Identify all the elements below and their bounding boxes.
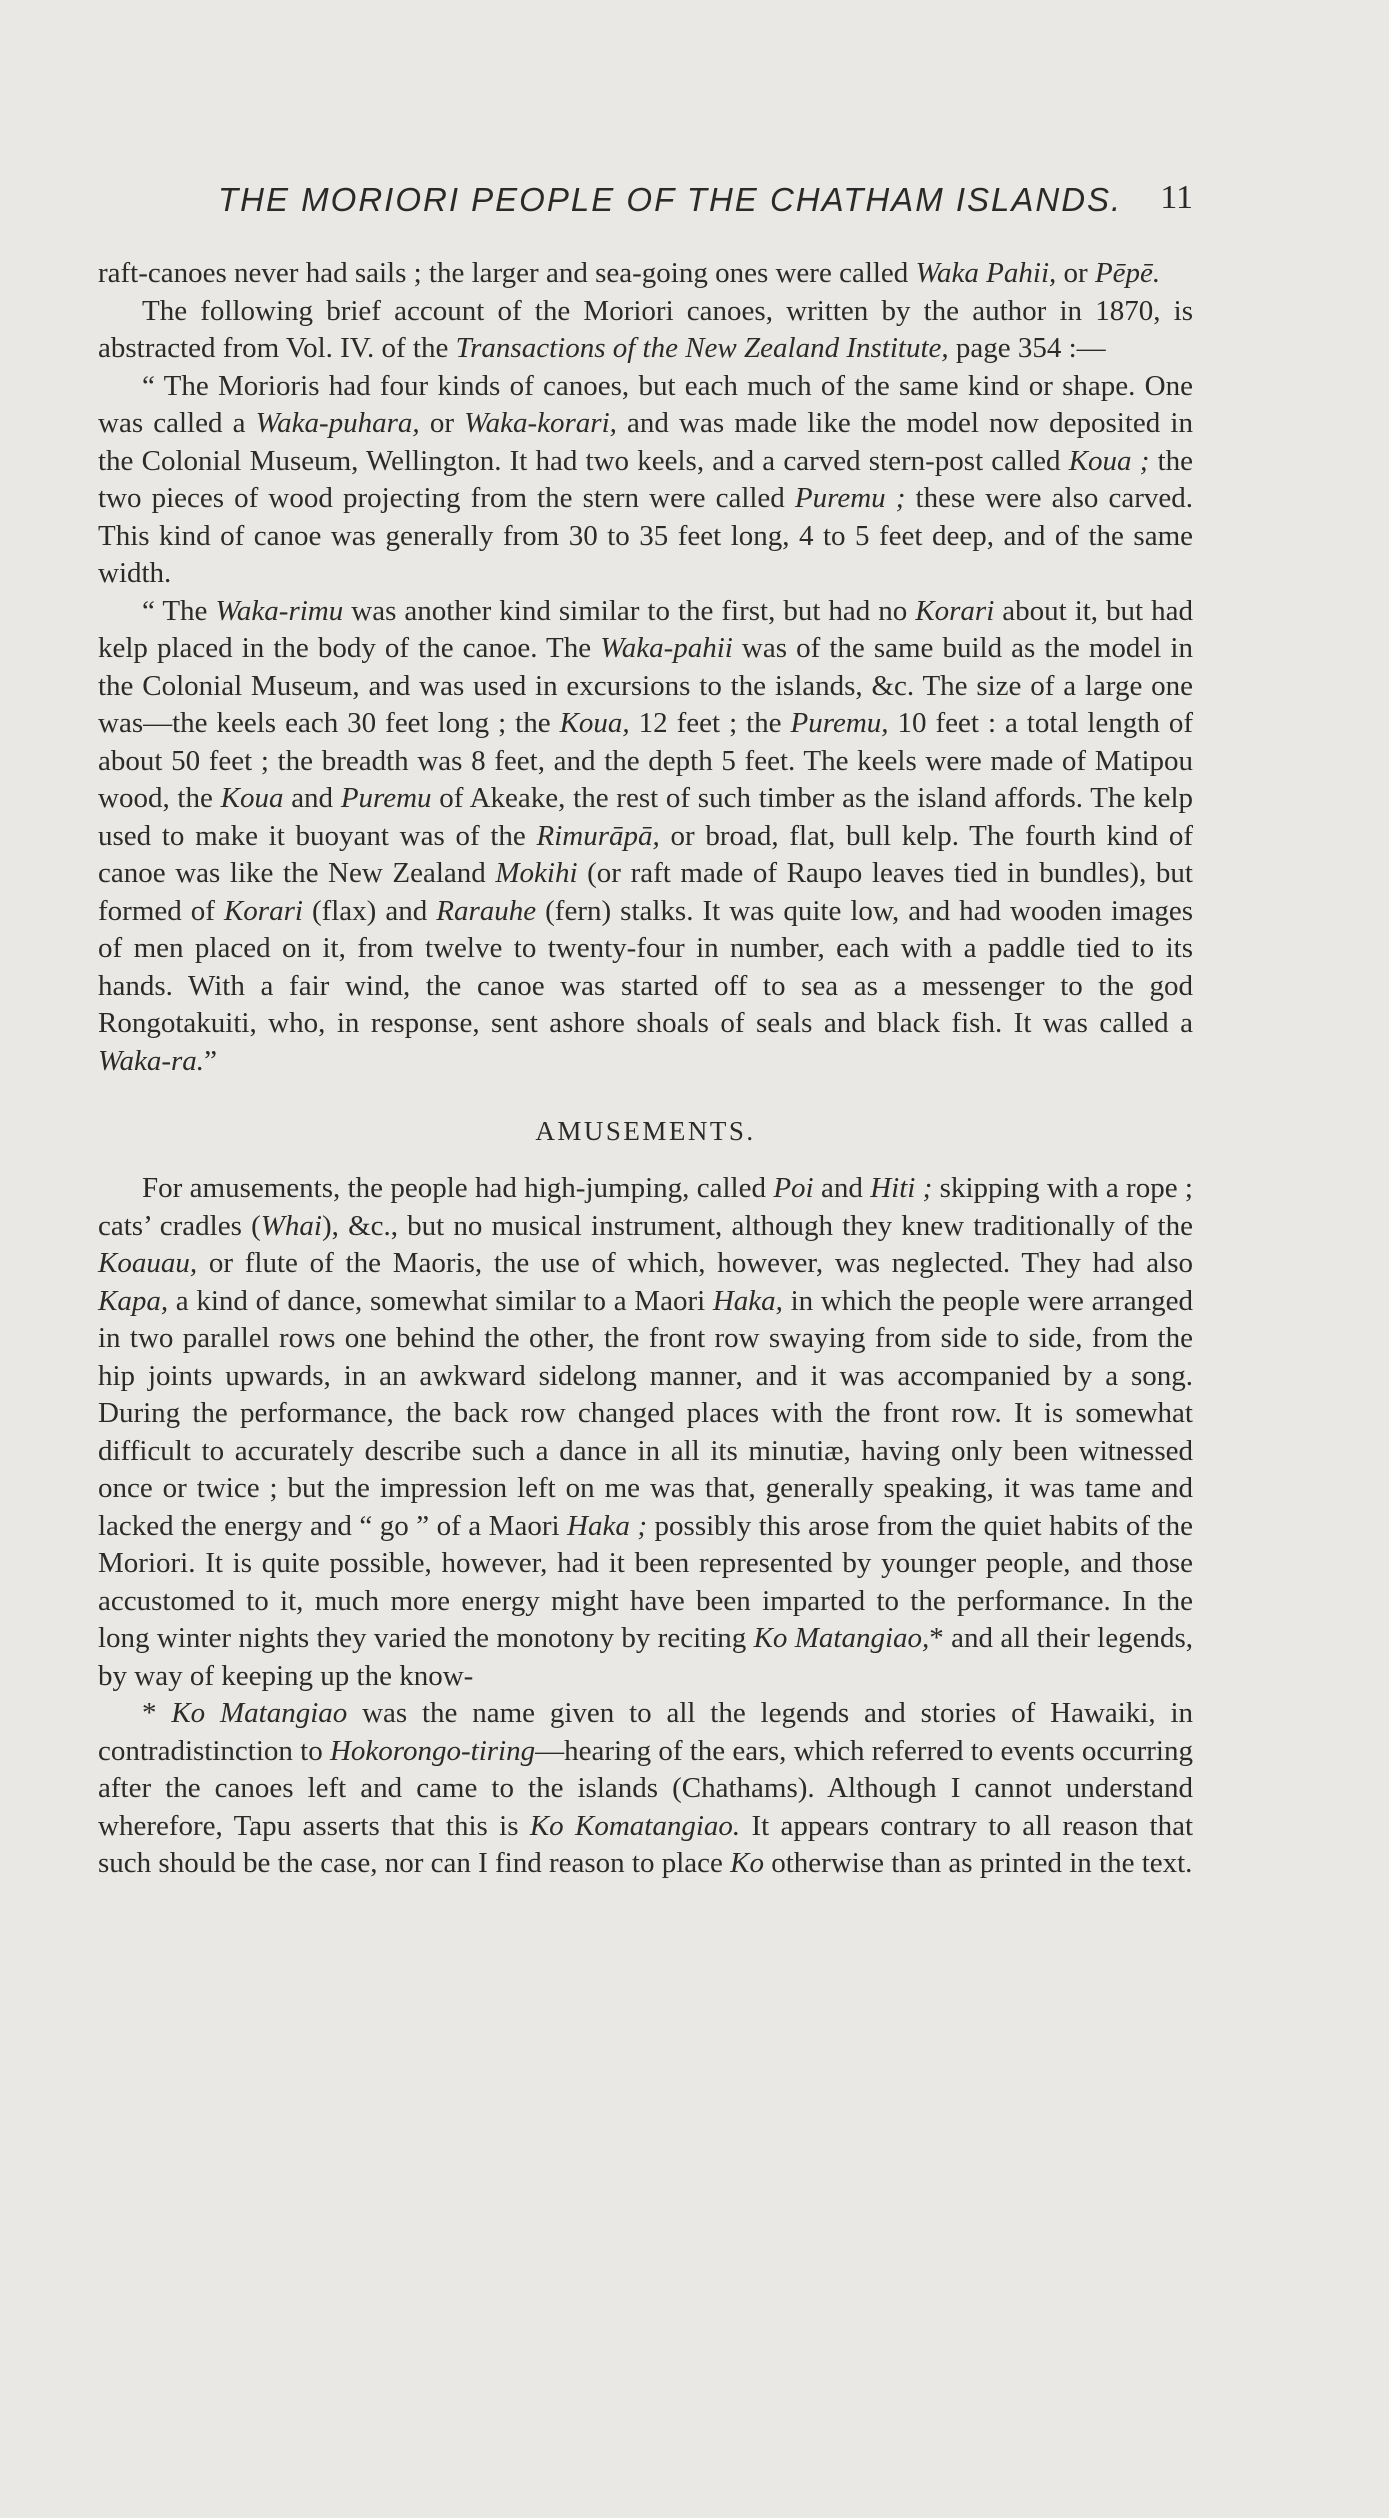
text-run: the two pieces of wood projecting from the stern were called	[98, 444, 1193, 514]
paragraph-four-kinds	[98, 368, 1193, 593]
text-run: skipping with a rope ; cats’ cradles (	[98, 1172, 1193, 1242]
text-run: and was made like the model now deposited in the Colonial Museum, Wellington. It had two keels, and a carved stern-post called	[98, 407, 1193, 477]
italic-term: Koua ;	[1068, 444, 1150, 477]
italic-term: Mokihi	[495, 857, 578, 889]
italic-term: Ko Matangiao	[171, 1697, 348, 1729]
italic-term: Koua	[220, 782, 284, 814]
paragraph-waka-rimu	[98, 593, 1193, 1081]
text-run: The following brief account of the Moriori canoes, written by the author in 1870, is abstracted from Vol. IV. of the	[98, 294, 1193, 364]
text-run: or broad, flat, bull kelp. The fourth kind of canoe was like the New Zealand	[98, 819, 1193, 889]
text-run: It appears contrary to all reason that such should be the case, nor can I find reason to place	[98, 1809, 1194, 1879]
text-run: was another kind similar to the first, but had no	[343, 594, 916, 627]
text-run: page 354 :—	[948, 332, 1106, 364]
text-run: (fern) stalks. It was quite low, and had wooden images of men placed on it, from twelve to twenty-four in number, each with a paddle tied to its hands. With a fair wind, the canoe was started off to sea as a messenger to the god Rongotakuiti, who, in response, sent ashore shoals of seals and black fish. It was called a	[98, 894, 1193, 1039]
italic-term: Waka-rimu	[215, 594, 344, 627]
running-title: THE MORIORI PEOPLE OF THE CHATHAM ISLANDS.	[218, 181, 1123, 218]
paragraph-account-intro	[98, 293, 1193, 368]
italic-term: Ko Matangiao,	[753, 1622, 930, 1654]
italic-term: Waka-puhara,	[255, 407, 420, 439]
italic-term: Haka ;	[567, 1509, 648, 1542]
italic-term: Koua,	[559, 707, 630, 739]
text-run: (or raft made of Raupo leaves tied in bundles), but formed of	[98, 857, 1193, 927]
italic-term: Ko	[730, 1847, 764, 1879]
text-run: and	[813, 1172, 871, 1204]
italic-term: Puremu	[340, 782, 432, 814]
text-run: * and all their legends, by way of keeping up the know-	[98, 1622, 1193, 1692]
book-page	[98, 175, 1193, 1883]
italic-term: Poi	[773, 1172, 814, 1204]
italic-term: Puremu ;	[794, 482, 906, 514]
text-run: ), &c., but no musical instrument, although they knew traditionally of the	[321, 1209, 1193, 1242]
text-run: ”	[204, 1044, 217, 1077]
text-run: raft-canoes never had sails ; the larger and sea-going ones were called	[98, 257, 916, 289]
italic-term: Waka-ra.	[98, 1044, 205, 1077]
italic-term: Ko Komatangiao.	[529, 1809, 741, 1842]
italic-term: Puremu,	[790, 707, 889, 739]
footnote	[98, 1695, 1193, 1883]
italic-term: Waka-pahii	[600, 632, 733, 664]
italic-term: Waka-korari,	[464, 407, 617, 439]
paragraph-canoe-sails	[98, 255, 1193, 293]
italic-term: Rimurāpā,	[536, 819, 660, 852]
text-run: these were also carved. This kind of canoe was generally from 30 to 35 feet long, 4 to 5 feet deep, and of the same width.	[98, 482, 1193, 589]
text-run: was the name given to all the legends and stories of Hawaiki, in contradistinction to	[98, 1697, 1194, 1767]
text-run: *	[142, 1697, 172, 1729]
text-run: otherwise than as printed in the text.	[763, 1847, 1193, 1879]
page-number: 11	[1160, 179, 1193, 216]
italic-term: Kapa,	[98, 1284, 169, 1317]
italic-term: Koauau,	[98, 1247, 198, 1279]
italic-term: Transactions of the New Zealand Institute,	[455, 332, 949, 364]
italic-term: Hiti ;	[870, 1172, 933, 1204]
text-run: 12 feet ; the	[629, 707, 791, 739]
section-heading-amusements: AMUSEMENTS.	[535, 1116, 756, 1146]
text-run: or	[419, 407, 465, 439]
italic-term: Whai	[260, 1209, 322, 1242]
text-run: was of the same build as the model in the Colonial Museum, and was used in excursions to the islands, &c. The size of a large one was—the keels each 30 feet long ; the	[98, 632, 1193, 739]
italic-term: Korari	[223, 894, 303, 927]
text-run: For amusements, the people had high-jumping, called	[142, 1172, 774, 1204]
italic-term: Haka,	[712, 1284, 783, 1317]
text-run: and	[283, 782, 341, 814]
italic-term: Rarauhe	[436, 894, 537, 927]
italic-term: Korari	[915, 594, 995, 627]
text-run: “ The	[142, 594, 216, 627]
text-run: of Akeake, the rest of such timber as the island affords. The kelp used to make it buoyant was of the	[98, 782, 1194, 852]
text-run: “ The Morioris had four kinds of canoes, but each much of the same kind or shape. One was called a	[98, 369, 1193, 439]
paragraph-amusements	[98, 1170, 1193, 1695]
text-run: —hearing of the ears, which referred to events occurring after the canoes left and came to the islands (Chathams). Although I cannot understand wherefore, Tapu asserts that this is	[98, 1734, 1193, 1842]
italic-term: Waka Pahii,	[915, 257, 1057, 289]
text-run: about it, but had kelp placed in the body of the canoe. The	[98, 594, 1193, 664]
text-run: 10 feet : a total length of about 50 feet ; the breadth was 8 feet, and the depth 5 feet. The keels were made of Matipou wood, the	[98, 707, 1193, 814]
text-run: a kind of dance, somewhat similar to a Maori	[168, 1284, 713, 1317]
body-text	[98, 255, 1193, 1883]
text-run: in which the people were arranged in two parallel rows one behind the other, the front row swaying from side to side, from the hip joints upwards, in an awkward sidelong manner, and it was accompanied by a song. During the performance, the back row changed places with the front row. It is somewhat difficult to accurately describe such a dance in all its minutiæ, having only been witnessed once or twice ; but the impression left on me was that, generally speaking, it was tame and lacked the energy and “ go ” of a Maori	[98, 1284, 1193, 1542]
running-head	[98, 175, 1193, 225]
italic-term: Pēpē.	[1094, 257, 1161, 289]
text-run: (flax) and	[302, 894, 437, 927]
text-run: or flute of the Maoris, the use of which, however, was neglected. They had also	[197, 1247, 1193, 1279]
text-run: possibly this arose from the quiet habits of the Moriori. It is quite possible, however, had it been represented by younger people, and those accustomed to it, much more energy might have been imparted to the performance. In the long winter nights they varied the monotony by reciting	[98, 1509, 1193, 1654]
text-run: or	[1056, 257, 1095, 289]
italic-term: Hokorongo-tiring	[329, 1734, 536, 1767]
